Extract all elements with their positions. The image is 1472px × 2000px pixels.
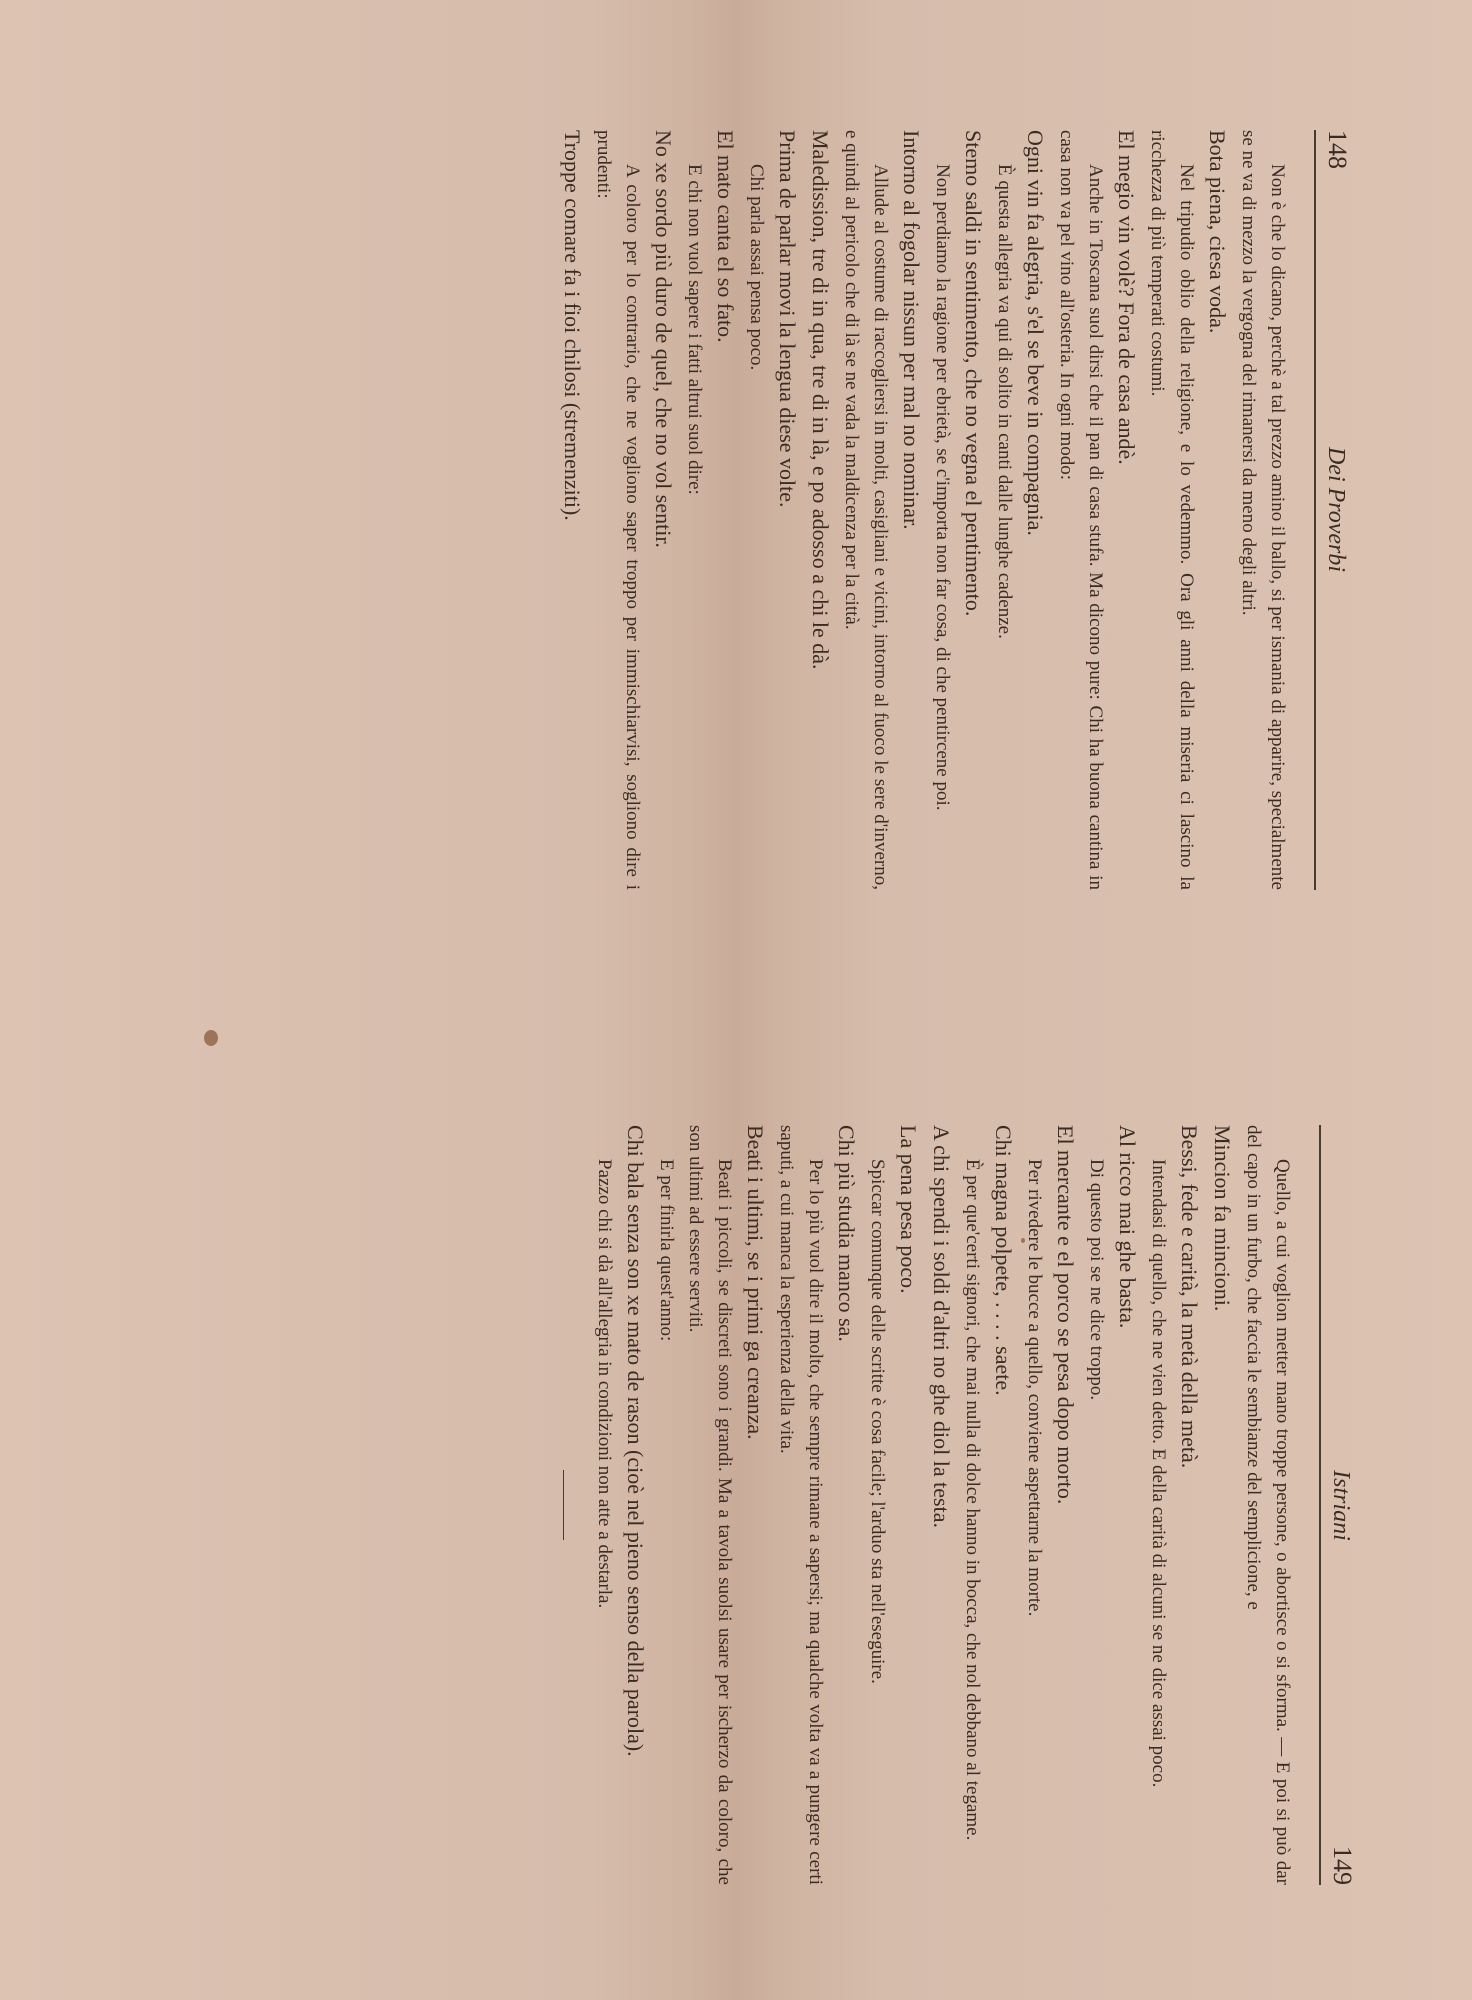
proverb: No xe sordo più duro de quel, che no vol sentir. — [651, 130, 676, 548]
commentary: È per que'certi signori, che mai nulla di dolce hanno in bocca, che nol debbano al tegame. — [962, 1159, 983, 1841]
commentary: Allude al costume di raccogliersi in molti, casigliani e vicini, intorno al fuoco le sere d'inverno, e quindi al pericolo che di là se ne vada la maldicenza per la città. — [841, 130, 891, 890]
proverb: El megio vin volè? Fora de casa andè. — [1114, 130, 1139, 465]
page-149 — [0, 1000, 1472, 2000]
proverb: Prima de parlar movi la lengua diese volte. — [775, 130, 800, 508]
proverb: Al ricco mai ghe basta. — [1115, 1125, 1140, 1329]
commentary: E per finirla quest'anno: — [656, 1159, 677, 1342]
page-content — [556, 130, 1352, 890]
proverb: Maledission, tre di in qua, tre di in là, e po adosso a chi le dà. — [808, 130, 833, 670]
proverb: Chi bala senza son xe mato de rason (cioè nel pieno senso della parola). — [623, 1125, 648, 1757]
commentary: È questa allegria va qui di solito in canti dalle lunghe cadenze. — [994, 164, 1015, 639]
commentary: Pazzo chi si dà all'allegria in condizioni non atte a destarla. — [594, 1159, 615, 1609]
commentary: Intendasi di quello, che ne vien detto. E della carità di alcuni se ne dice assai poco. — [1148, 1159, 1169, 1788]
proverb: El mato canta el so fato. — [713, 130, 738, 343]
commentary: Di questo poi se ne dice troppo. — [1086, 1159, 1107, 1401]
proverb: Beati i ultimi, se i primi ga creanza. — [743, 1125, 768, 1440]
commentary: Nel tripudio oblio della religione, e lo vedemmo. Ora gli anni della miseria ci lascino la ricchezza di più temperati costumi. — [1147, 130, 1197, 890]
section-separator — [563, 1470, 564, 1540]
proverb: Ogni vin fa alegria, s'el se beve in compagnia. — [1023, 130, 1048, 536]
page-body — [556, 130, 1292, 890]
proverb: Mincion fa mincioni. — [1210, 1125, 1235, 1312]
commentary: Per lo più vuol dire il molto, che sempre rimane a sapersi; ma qualche volta va a pungere certi saputi, a cui manca la esperienza della vita. — [776, 1125, 826, 1885]
page-number: 148 — [1323, 130, 1352, 169]
proverb: Bessi, fede e carità, la metà della metà. — [1177, 1125, 1202, 1469]
proverb: Chi magna polpete, . . . . saete. — [991, 1125, 1016, 1396]
commentary: Quello, a cui voglion metter mano troppe persone, o abortisce o si sforma. — E poi si può dar del capo in un furbo, che faccia le sembianze del semplicione, e — [1243, 1125, 1293, 1885]
commentary: Spiccar comunque delle scritte è cosa facile; l'arduo sta nell'eseguire. — [867, 1159, 888, 1684]
proverb: Troppe comare fa i fioi chilosi (stremenziti). — [560, 130, 585, 521]
page-content — [563, 1125, 1357, 1885]
proverb: El mercante e el porco se pesa dopo morto. — [1053, 1125, 1078, 1505]
running-head: Dei Proverbi — [1323, 446, 1349, 573]
proverb: Bota piena, ciesa voda. — [1205, 130, 1230, 334]
proverb: Stemo saldi in sentimento, che no vegna el pentimento. — [961, 130, 986, 617]
page-header — [1314, 130, 1352, 890]
page-header — [1319, 1125, 1357, 1885]
running-head: Istriani — [1328, 1470, 1354, 1541]
proverb: A chi spendi i soldi d'altri no ghe diol la testa. — [929, 1125, 954, 1528]
commentary: E chi non vuol sapere i fatti altrui suol dire: — [684, 164, 705, 495]
commentary: Non è che lo dicano, perchè a tal prezzo amino il ballo, si per ismania di apparire, specialmente se ne va di mezzo la vergogna del rimanersi da meno degli altri. — [1238, 130, 1288, 890]
proverb: Intorno al fogolar nissun per mal no nominar. — [899, 130, 924, 530]
page-body — [590, 1125, 1297, 1885]
commentary: Per rivedere le bucce a quello, conviene aspettarne la morte. — [1024, 1159, 1045, 1617]
commentary: A coloro per lo contrario, che ne vogliono saper troppo per immischiarvisi, sogliono dire i prudenti: — [593, 130, 643, 890]
commentary: Chi parla assai pensa poco. — [746, 164, 767, 371]
proverb: Chi più studia manco sa. — [834, 1125, 859, 1342]
commentary: Anche in Toscana suol dirsi che il pan di casa stufa. Ma dicono pure: Chi ha buona cantina in casa non va pel vino all'osteria. In ogni modo: — [1056, 130, 1106, 890]
commentary: Beati i piccoli, se discreti sono i grandi. Ma a tavola suolsi usare per ischerzo da coloro, che son ultimi ad essere serviti. — [685, 1125, 735, 1885]
commentary: Non perdiamo la ragione per ebrietà, se c'importa non far cosa, di che pentircene poi. — [932, 164, 953, 811]
proverb: La pena pesa poco. — [896, 1125, 921, 1294]
page-number: 149 — [1328, 1846, 1357, 1885]
